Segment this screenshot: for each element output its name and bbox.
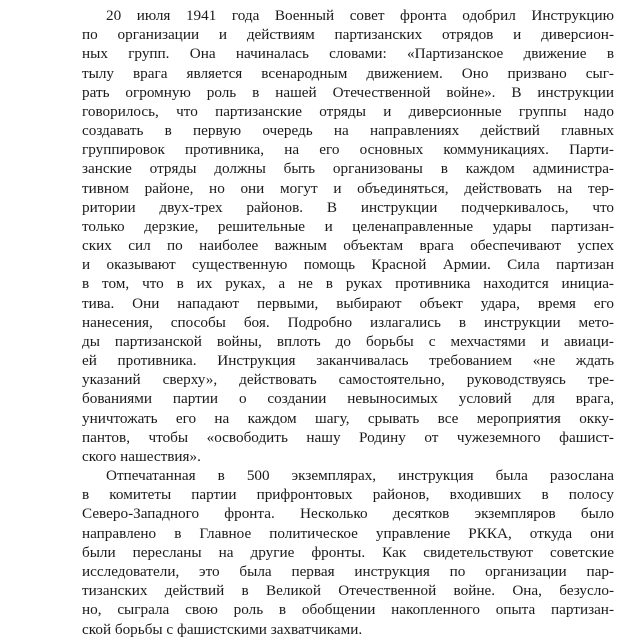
text-line: создавать в первую очередь на направлениях действий главных: [82, 122, 614, 140]
text-line: указаний сверху», действовать самостоятельно, руководствуясь тре-: [82, 371, 614, 389]
text-line: но, сыграла свою роль в обобщении накопленного опыта партизан-: [82, 601, 614, 619]
paragraph-instruction: [82, 6, 614, 466]
text-line: ей противника. Инструкция заканчивалась требованием «не ждать: [82, 352, 614, 370]
text-line: в том, что в их руках, а не в руках противника находится инициа-: [82, 275, 614, 293]
text-line: говорилось, что партизанские отряды и диверсионные группы надо: [82, 102, 614, 120]
text-line: бованиями партии о создании невыносимых условий для врага,: [82, 390, 614, 408]
text-line: по организации и действиям партизанских отрядов и диверсион-: [82, 26, 614, 44]
text-line: тива. Они нападают первыми, выбирают объект удара, время его: [82, 294, 614, 312]
text-line: группировок противника, на его основных коммуникациях. Парти-: [82, 141, 614, 159]
text-line: ных групп. Она начиналась словами: «Партизанское движение в: [82, 45, 614, 63]
text-line: ских сил по наиболее важным объектам врага обеспечивают успех: [82, 237, 614, 255]
text-line: пантов, чтобы «освободить нашу Родину от чужеземного фашист-: [82, 428, 614, 446]
text-line: были пересланы на другие фронты. Как свидетельствуют советские: [82, 543, 614, 561]
text-line: уничтожать его на каждом шагу, срывать все мероприятия окку-: [82, 409, 614, 427]
text-line: занские отряды должны быть организованы в каждом администра-: [82, 160, 614, 178]
paragraph-distribution: [82, 466, 614, 639]
document-page: [82, 0, 614, 638]
text-line: тизанских действий в Великой Отечественной войне. Она, безусло-: [82, 582, 614, 600]
text-line: ской борьбы с фашистскими захватчиками.: [82, 620, 363, 638]
text-line: направлено в Главное политическое управление РККА, откуда они: [82, 524, 614, 542]
text-line: рать огромную роль в нашей Отечественной войне». В инструкции: [82, 83, 614, 101]
text-line: только дерзкие, решительные и целенаправленные удары партизан-: [82, 217, 614, 235]
text-line: ды партизанской войны, вплоть до борьбы с мехчастями и авиаци-: [82, 332, 614, 350]
text-line: Северо-Западного фронта. Несколько десятков экземпляров было: [82, 505, 614, 523]
text-line: Отпечатанная в 500 экземплярах, инструкция была разослана: [106, 467, 614, 485]
text-line: тылу врага является всенародным движением. Оно призвано сыг-: [82, 64, 614, 82]
text-line: исследователи, это была первая инструкция по организации пар-: [82, 562, 614, 580]
text-line: ского нашествия».: [82, 447, 201, 465]
text-line: 20 июля 1941 года Военный совет фронта одобрил Инструкцию: [106, 7, 614, 24]
text-line: нанесения, способы боя. Подробно излагались в инструкции мето-: [82, 313, 614, 331]
text-line: в комитеты партии прифронтовых районов, входивших в полосу: [82, 486, 614, 504]
text-line: ритории двух-трех районов. В инструкции подчеркивалось, что: [82, 198, 614, 216]
text-line: тивном районе, но они могут и объединяться, действовать на тер-: [82, 179, 614, 197]
text-line: и оказывают существенную помощь Красной Армии. Сила партизан: [82, 256, 614, 274]
